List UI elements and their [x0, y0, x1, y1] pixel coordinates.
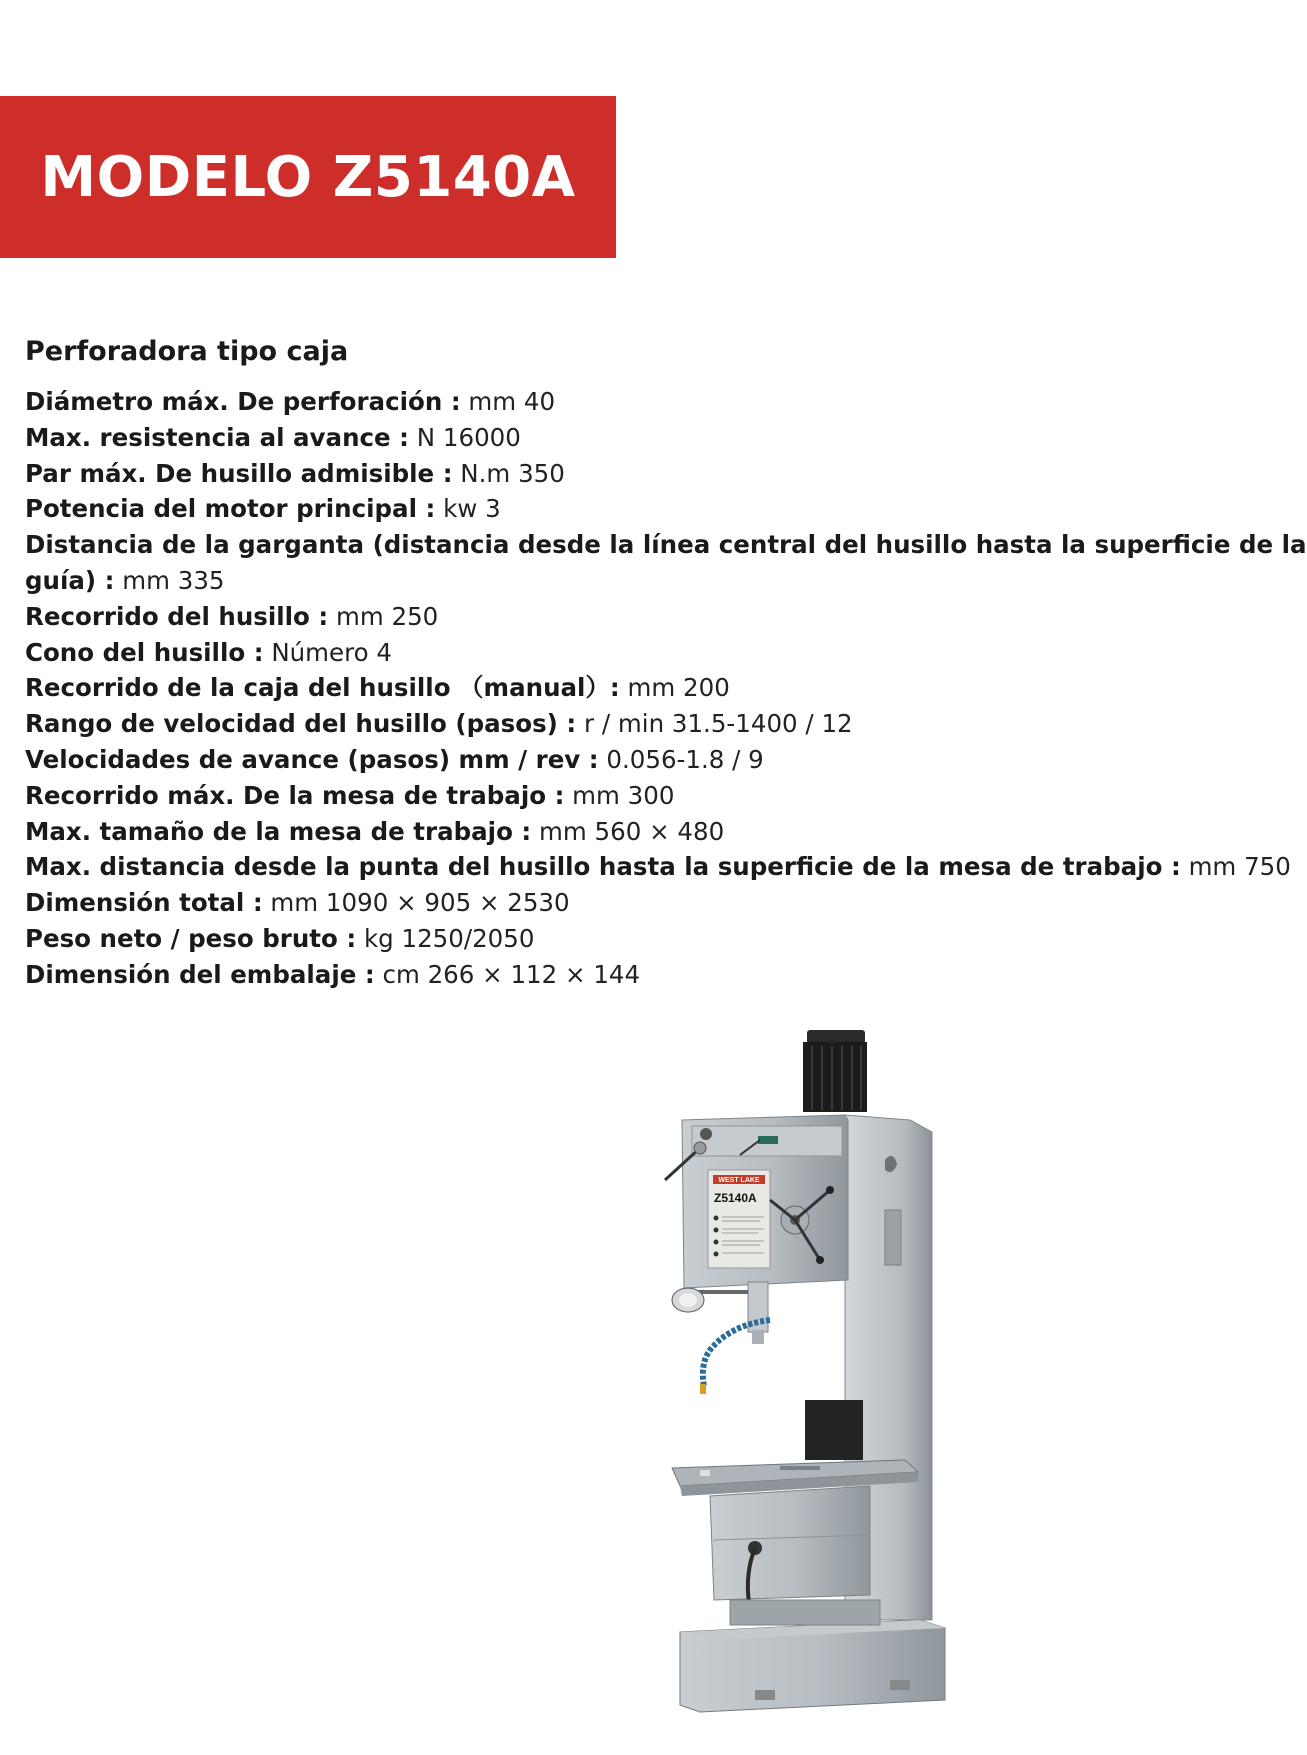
spec-list: [25, 384, 1307, 993]
spec-label: Recorrido del husillo :: [25, 601, 329, 631]
spec-value: mm 335: [114, 565, 225, 595]
spec-label: Dimensión total :: [25, 888, 263, 918]
spec-label: Peso neto / peso bruto :: [25, 923, 357, 953]
spec-value: N.m 350: [452, 458, 565, 488]
spec-value: r / min 31.5-1400 / 12: [576, 709, 853, 739]
spec-value: mm 200: [619, 673, 730, 703]
drill-press-image: [670, 1020, 990, 1740]
spec-value: kw 3: [435, 494, 501, 524]
spec-row: [25, 921, 1225, 957]
spec-label: Diámetro máx. De perforación :: [25, 387, 461, 416]
spec-row: [25, 742, 1225, 778]
spec-row: [25, 706, 1225, 742]
model-plate-text: Z5140A: [714, 1191, 757, 1205]
spec-row: [25, 563, 1225, 599]
spec-row: [25, 527, 1307, 563]
spec-row: [25, 814, 1225, 850]
spec-value: mm 1090 × 905 × 2530: [262, 888, 570, 918]
spec-value: mm 40: [460, 387, 556, 416]
spec-value: mm 560 × 480: [531, 816, 725, 846]
spec-row: [25, 778, 1225, 814]
spec-row: [25, 670, 1225, 706]
spec-label: Recorrido de la caja del husillo （manual）:: [25, 673, 620, 703]
spec-value: mm 250: [328, 601, 439, 631]
spec-row: [25, 599, 1225, 635]
spec-value: kg 1250/2050: [356, 923, 535, 953]
spec-value: mm 300: [564, 780, 675, 810]
spec-value: 0.056-1.8 / 9: [598, 744, 764, 774]
brand-plate-text: WEST LAKE: [718, 1177, 760, 1184]
spec-row: [25, 456, 1225, 492]
spec-row: [25, 849, 1291, 885]
spec-label: Cono del husillo :: [25, 637, 264, 667]
spec-label: Potencia del motor principal :: [25, 494, 436, 524]
spec-label: Max. tamaño de la mesa de trabajo :: [25, 816, 532, 846]
spec-row: [25, 491, 1225, 527]
spec-label: guía) :: [25, 565, 115, 595]
spec-value: Número 4: [263, 637, 393, 667]
spec-row: [25, 420, 1225, 456]
spec-row: [25, 635, 1225, 671]
spec-label: Max. distancia desde la punta del husillo hasta la superficie de la mesa de trabajo :: [25, 852, 1181, 882]
spec-value: cm 266 × 112 × 144: [374, 959, 641, 989]
spec-value: mm 750: [1180, 852, 1291, 882]
spec-label: Distancia de la garganta (distancia desde la línea central del husillo hasta la superficie de la: [25, 530, 1307, 560]
spec-label: Par máx. De husillo admisible :: [25, 458, 453, 488]
page-title: MODELO Z5140A: [40, 144, 576, 210]
title-banner: [0, 96, 616, 258]
spec-label: Max. resistencia al avance :: [25, 422, 409, 452]
spec-label: Velocidades de avance (pasos) mm / rev :: [25, 744, 599, 774]
spec-value: N 16000: [408, 422, 521, 452]
spec-label: Recorrido máx. De la mesa de trabajo :: [25, 780, 565, 810]
spec-row: [25, 384, 1225, 420]
product-subtitle: Perforadora tipo caja: [25, 336, 349, 367]
spec-label: Dimensión del embalaje :: [25, 959, 375, 989]
spec-label: Rango de velocidad del husillo (pasos) :: [25, 709, 577, 739]
spec-row: [25, 957, 1225, 993]
spec-row: [25, 885, 1225, 921]
